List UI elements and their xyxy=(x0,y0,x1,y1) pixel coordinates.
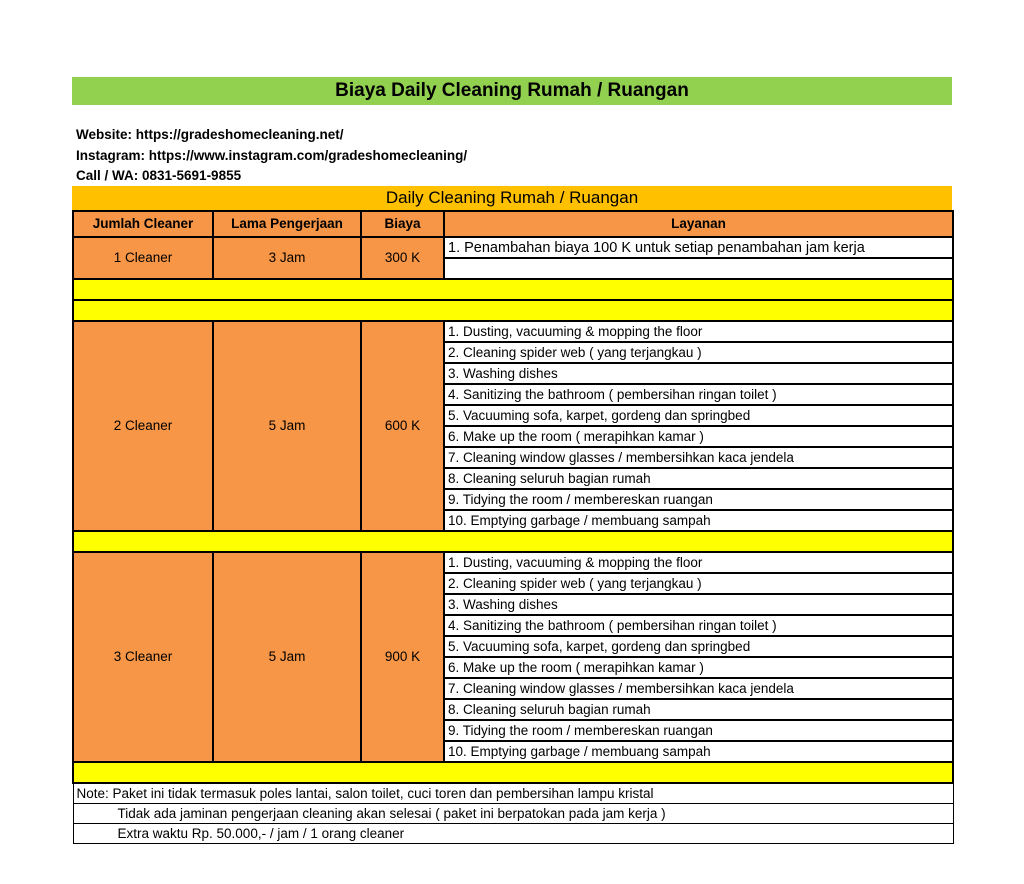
service-item: 8. Cleaning seluruh bagian rumah xyxy=(444,468,953,489)
header-biaya: Biaya xyxy=(361,211,444,237)
price-cell: 900 K xyxy=(361,552,444,762)
service-item: 9. Tidying the room / membereskan ruangan xyxy=(444,720,953,741)
header-layanan: Layanan xyxy=(444,211,953,237)
spacer-row xyxy=(73,300,953,321)
cleaner-count-cell: 3 Cleaner xyxy=(73,552,213,762)
cleaner-count-cell: 2 Cleaner xyxy=(73,321,213,531)
spacer-cell xyxy=(73,279,953,300)
note-text: Extra waktu Rp. 50.000,- / jam / 1 orang cleaner xyxy=(73,824,953,844)
service-item: 2. Cleaning spider web ( yang terjangkau ) xyxy=(444,573,953,594)
table-row xyxy=(73,237,953,258)
instagram-text: Instagram: https://www.instagram.com/gradeshomecleaning/ xyxy=(76,148,468,163)
page-title: Biaya Daily Cleaning Rumah / Ruangan xyxy=(72,77,952,105)
spacer-cell xyxy=(73,300,953,321)
service-item: 8. Cleaning seluruh bagian rumah xyxy=(444,699,953,720)
header-jumlah-cleaner: Jumlah Cleaner xyxy=(73,211,213,237)
service-item: 5. Vacuuming sofa, karpet, gordeng dan springbed xyxy=(444,636,953,657)
duration-cell: 3 Jam xyxy=(213,237,361,279)
table-row xyxy=(73,321,953,342)
note-text: Tidak ada jaminan pengerjaan cleaning akan selesai ( paket ini berpatokan pada jam kerja ) xyxy=(73,804,953,824)
service-item: 4. Sanitizing the bathroom ( pembersihan ringan toilet ) xyxy=(444,384,953,405)
price-table xyxy=(72,210,954,844)
service-item: 7. Cleaning window glasses / membersihkan kaca jendela xyxy=(444,447,953,468)
note-text: Note: Paket ini tidak termasuk poles lantai, salon toilet, cuci toren dan pembersihan lampu kristal xyxy=(73,783,953,804)
spacer-row xyxy=(73,762,953,783)
service-item: 3. Washing dishes xyxy=(444,363,953,384)
cleaner-count-cell: 1 Cleaner xyxy=(73,237,213,279)
service-item: 2. Cleaning spider web ( yang terjangkau ) xyxy=(444,342,953,363)
note-row xyxy=(73,783,953,804)
service-item: 1. Dusting, vacuuming & mopping the floor xyxy=(444,321,953,342)
price-cell: 300 K xyxy=(361,237,444,279)
header-row xyxy=(73,211,953,237)
call-text: Call / WA: 0831-5691-9855 xyxy=(76,168,242,183)
service-item: 7. Cleaning window glasses / membersihkan kaca jendela xyxy=(444,678,953,699)
spacer-row xyxy=(73,531,953,552)
spacer-row xyxy=(73,279,953,300)
service-item: 10. Emptying garbage / membuang sampah xyxy=(444,510,953,531)
service-item: 1. Dusting, vacuuming & mopping the floor xyxy=(444,552,953,573)
spacer-cell xyxy=(73,531,953,552)
website-text: Website: https://gradeshomecleaning.net/ xyxy=(76,127,344,142)
table-row xyxy=(73,552,953,573)
duration-cell: 5 Jam xyxy=(213,552,361,762)
spacer-cell xyxy=(73,762,953,783)
service-item: 10. Emptying garbage / membuang sampah xyxy=(444,741,953,762)
service-item: 5. Vacuuming sofa, karpet, gordeng dan springbed xyxy=(444,405,953,426)
note-row xyxy=(73,824,953,844)
service-item: 9. Tidying the room / membereskan ruangan xyxy=(444,489,953,510)
service-item: 3. Washing dishes xyxy=(444,594,953,615)
section-title: Daily Cleaning Rumah / Ruangan xyxy=(72,186,952,210)
service-item xyxy=(444,258,953,279)
price-cell: 600 K xyxy=(361,321,444,531)
service-item: 6. Make up the room ( merapihkan kamar ) xyxy=(444,657,953,678)
service-item: 6. Make up the room ( merapihkan kamar ) xyxy=(444,426,953,447)
service-item: 1. Penambahan biaya 100 K untuk setiap penambahan jam kerja xyxy=(444,237,953,258)
service-item: 4. Sanitizing the bathroom ( pembersihan ringan toilet ) xyxy=(444,615,953,636)
note-row xyxy=(73,804,953,824)
header-lama-pengerjaan: Lama Pengerjaan xyxy=(213,211,361,237)
duration-cell: 5 Jam xyxy=(213,321,361,531)
